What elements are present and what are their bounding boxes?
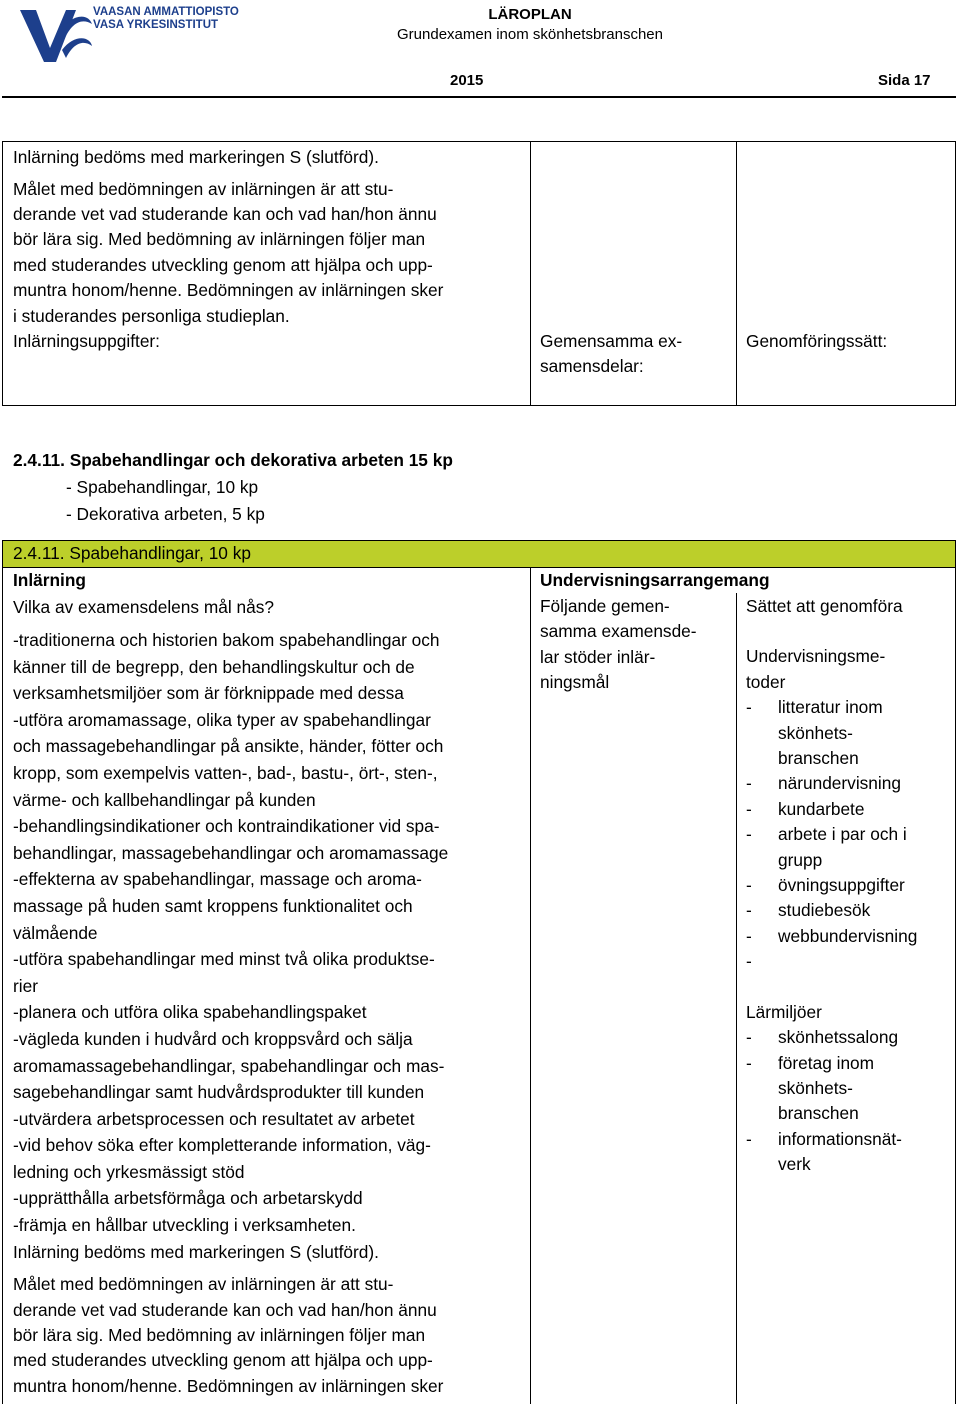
goals-question: Vilka av examensdelens mål nås? — [13, 597, 274, 617]
assessment-line: Målet med bedömningen av inlärningen är att stu- — [13, 1274, 394, 1295]
goal-line: -främja en hållbar utveckling i verksamheten. — [13, 1215, 356, 1236]
assessment-line: med studerandes utveckling genom att hjälpa och upp- — [13, 1350, 433, 1371]
methods-heading: Undervisningsme- — [746, 646, 886, 667]
goal-line: och massagebehandlingar på ansikte, händer, fötter och — [13, 736, 444, 757]
top-assessment-text — [13, 144, 443, 354]
goal-line: massage på huden samt kroppens funktionalitet och — [13, 895, 413, 916]
label-line: samensdelar: — [540, 356, 644, 377]
assessment-line: Inlärning bedöms med markeringen S (slutförd). — [13, 1241, 379, 1262]
text-line: bör lära sig. Med bedömning av inlärningen följer man — [13, 229, 426, 250]
goal-line: verksamhetsmiljöer som är förknippade med dessa — [13, 683, 404, 704]
goal-line: -upprätthålla arbetsförmåga och arbetarskydd — [13, 1188, 363, 1209]
assessment-line: derande vet vad studerande kan och vad han/hon ännu — [13, 1299, 437, 1320]
assessment-line: muntra honom/henne. Bedömningen av inlärningen sker — [13, 1375, 444, 1396]
document-title: LÄROPLAN — [488, 6, 572, 23]
org-line-2: VASA YRKESINSTITUT — [93, 19, 219, 31]
organization-name — [93, 6, 239, 32]
list-item: branschen — [778, 1103, 859, 1124]
goal-line: -effekterna av spabehandlingar, massage och aroma- — [13, 869, 422, 890]
text-line: samma examensde- — [540, 621, 697, 642]
text-line: lar stöder inlär- — [540, 646, 656, 667]
common-exam-parts-label — [540, 329, 682, 380]
text-line: i studerandes personliga studieplan. — [13, 305, 290, 326]
list-item: skönhets- — [778, 722, 853, 743]
goal-line: aromamassagebehandlingar, spabehandlingar och mas- — [13, 1055, 445, 1076]
document-subtitle: Grundexamen inom skönhetsbranschen — [397, 26, 663, 43]
goal-line: värme- och kallbehandlingar på kunden — [13, 789, 316, 810]
goal-line: -traditionerna och historien bakom spabehandlingar och — [13, 630, 440, 650]
goal-line: rier — [13, 975, 38, 996]
list-item: skönhets- — [778, 1077, 853, 1098]
list-item: -arbete i par och i — [746, 824, 907, 845]
list-item: -företag inom — [746, 1052, 875, 1073]
list-item: -litteratur inom — [746, 697, 883, 718]
common-parts-text — [540, 594, 697, 696]
list-item: -studiebesök — [746, 900, 871, 921]
list-item: -webbundervisning — [746, 925, 918, 946]
goal-line: -utföra aromamassage, olika typer av spabehandlingar — [13, 709, 431, 730]
goal-line: ledning och yrkesmässigt stöd — [13, 1161, 245, 1182]
table-title: 2.4.11. Spabehandlingar, 10 kp — [13, 543, 251, 563]
implementation-title: Sättet att genomföra — [746, 596, 903, 616]
text-line: Målet med bedömningen av inlärningen är att stu- — [13, 178, 394, 199]
goal-line: -vid behov söka efter kompletterande information, väg- — [13, 1135, 431, 1156]
methods-list — [746, 695, 917, 974]
learning-column-header: Inlärning — [13, 570, 86, 590]
text-line: Följande gemen- — [540, 596, 670, 616]
text-line: muntra honom/henne. Bedömningen av inlärningen sker — [13, 280, 444, 301]
goal-line: -vägleda kunden i hudvård och kroppsvård och sälja — [13, 1028, 413, 1049]
implementation-column — [746, 594, 917, 1178]
section-sub-item: - Spabehandlingar, 10 kp — [66, 477, 259, 497]
goal-line: -utföra spabehandlingar med minst två olika produktse- — [13, 949, 435, 970]
goal-line: -behandlingsindikationer och kontraindikationer vid spa- — [13, 816, 440, 837]
methods-heading: toder — [746, 671, 786, 692]
assessment-line: bör lära sig. Med bedömning av inlärningen följer man — [13, 1325, 426, 1346]
org-line-1: VAASAN AMMATTIOPISTO — [93, 6, 239, 18]
environments-list — [746, 1025, 917, 1177]
label-line: Gemensamma ex- — [540, 331, 683, 351]
document-year: 2015 — [450, 72, 484, 89]
list-item: verk — [778, 1154, 811, 1175]
section-sub-item: - Dekorativa arbeten, 5 kp — [66, 504, 265, 524]
goal-line: kropp, som exempelvis vatten-, bad-, bastu-, ört-, sten-, — [13, 762, 438, 783]
learning-tasks-label: Inlärningsuppgifter: — [13, 331, 160, 352]
goal-line: känner till de begrepp, den behandlingskultur och de — [13, 656, 415, 677]
list-item: -skönhetssalong — [746, 1027, 899, 1048]
page-number: Sida 17 — [878, 72, 931, 89]
list-item: branschen — [778, 748, 859, 769]
section-heading: 2.4.11. Spabehandlingar och dekorativa arbeten 15 kp — [13, 450, 453, 470]
text-line: Inlärning bedöms med markeringen S (slutförd). — [13, 147, 379, 167]
text-line: ningsmål — [540, 672, 610, 693]
list-item: -kundarbete — [746, 798, 865, 819]
list-item: -närundervisning — [746, 773, 901, 794]
goal-line: behandlingar, massagebehandlingar och aromamassage — [13, 842, 449, 863]
goal-line: sagebehandlingar samt hudvårdsprodukter till kunden — [13, 1082, 425, 1103]
goals-list — [13, 627, 448, 1399]
teaching-column-header: Undervisningsarrangemang — [540, 570, 770, 590]
goal-line: välmående — [13, 922, 98, 943]
environments-heading: Lärmiljöer — [746, 1001, 822, 1022]
text-line: med studerandes utveckling genom att hjälpa och upp- — [13, 254, 433, 275]
list-item: -övningsuppgifter — [746, 875, 905, 896]
goal-line: -planera och utföra olika spabehandlingspaket — [13, 1002, 367, 1023]
list-item: grupp — [778, 849, 823, 870]
header-rule — [2, 96, 956, 98]
list-item: -informationsnät- — [746, 1128, 902, 1149]
list-item: - — [746, 951, 752, 972]
goal-line: -utvärdera arbetsprocessen och resultatet av arbetet — [13, 1108, 415, 1129]
text-line: derande vet vad studerande kan och vad han/hon ännu — [13, 204, 437, 224]
implementation-label: Genomföringssätt: — [746, 331, 888, 351]
